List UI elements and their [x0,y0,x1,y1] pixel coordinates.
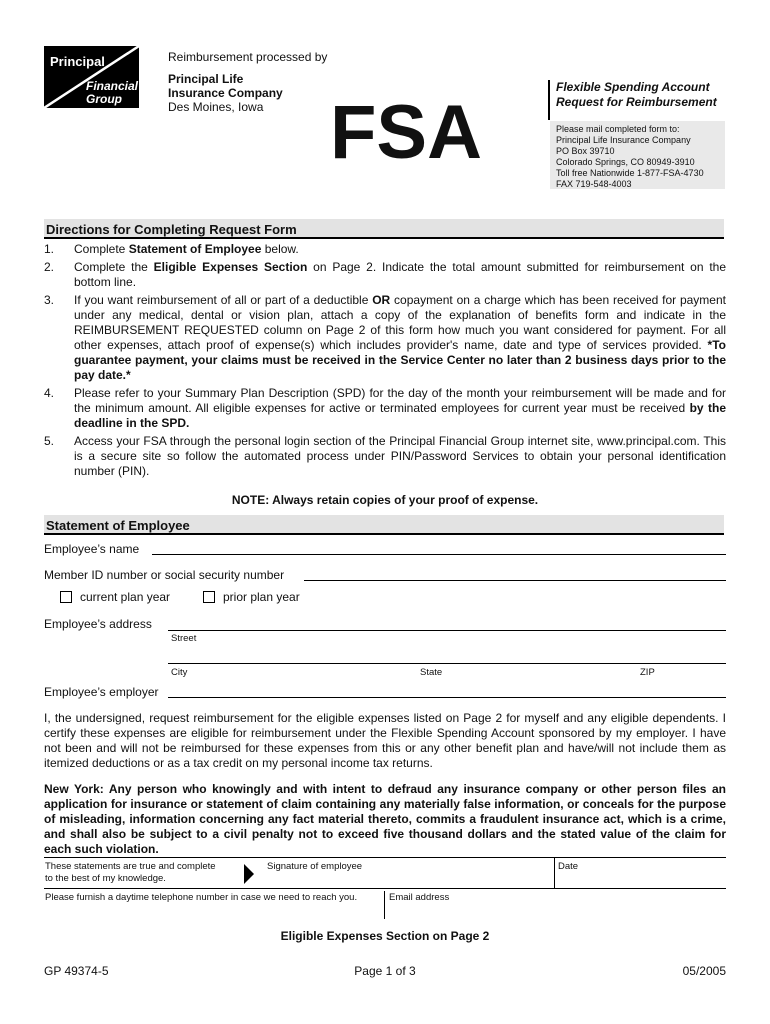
zip-label: ZIP [640,667,655,678]
signature-field[interactable] [262,858,554,889]
certification-paragraph: I, the undersigned, request reimbursement for the eligible expenses listed on Page 2 for myself and any eligible dependents. I certify these expenses are eligible for reimbursement under the Flexible Spending Account sponsored by my employer. I have not been and will not be reimbursed for these expenses from this or any other benefit plan and have/will not include them as itemized deductions or as a tax credit on my personal income tax returns. [44,711,726,770]
employee-name-field[interactable] [152,541,726,555]
directions-heading: Directions for Completing Request Form [44,219,724,239]
retain-copies-note: NOTE: Always retain copies of your proof of expense. [231,493,539,507]
fsa-big-title: FSA [330,90,482,175]
logo-financial-group-text: Financial Group [86,79,139,106]
direction-item-2: 2. Complete the Eligible Expenses Section on Page 2. Indicate the total amount submitted for reimbursement on the bottom line. [44,260,726,289]
employee-address-label: Employee’s address [44,617,152,631]
arrow-icon [244,864,254,884]
email-label: Email address [389,892,450,903]
signature-row-bottom [44,888,262,889]
prior-plan-year-option[interactable]: prior plan year [203,590,300,604]
city-state-zip-field[interactable] [168,650,726,664]
employee-employer-label: Employee’s employer [44,685,159,699]
mail-address-box: Please mail completed form to: Principal Life Insurance Company PO Box 39710 Colorado Springs, CO 80949-3910 Toll free Nationwide 1-877-FSA-4730 FAX 719-548-4003 [550,121,725,189]
city-label: City [171,667,188,678]
logo-principal-text: Principal [50,54,105,69]
direction-item-1: 1. Complete Statement of Employee below. [44,242,299,256]
phone-email-divider [384,891,385,919]
revision-date: 05/2005 [682,964,726,978]
eligible-expenses-note: Eligible Expenses Section on Page 2 [280,929,490,943]
signature-label: Signature of employee [267,861,363,872]
date-field[interactable] [555,858,726,889]
direction-item-5: 5. Access your FSA through the personal login section of the Principal Financial Group internet site, www.principal.com. This is a secure site so follow the automated process under PIN/Password Services to obtain your personal identification number (PIN). [44,434,726,478]
page-number: Page 1 of 3 [354,964,416,978]
street-field[interactable] [168,617,726,631]
street-label: Street [171,633,197,644]
new-york-fraud-warning: New York: Any person who knowingly and with intent to defraud any insurance company or other person files an application for insurance or statement of claim containing any materially false information, or conceals for the purpose of misleading, information concerning any fact material thereto, commits a fraudulent insurance act, which is a crime, and shall also be subject to a civil penalty not to exceed five thousand dollars and the stated value of the claim for each such violation. [44,782,726,856]
state-label: State [420,667,443,678]
direction-item-3: 3. If you want reimbursement of all or part of a deductible OR copayment on a charge which has been received for payment under any medical, dental or vision plan, attach a copy of the explanation of benefits form and indicate in the REIMBURSEMENT REQUESTED column on Page 2 of this form how much you want considered for payment. For all other expenses, attach proof of expense(s) which includes provider's name, date and type of services provided. *To guarantee payment, your claims must be received in the Service Center no later than 2 business days prior to the pay date.* [44,293,726,382]
member-id-label: Member ID number or social security number [44,568,285,582]
form-title: Flexible Spending Account Request for Reimbursement [548,80,717,120]
form-number: GP 49374-5 [44,964,109,978]
directions-list [44,242,726,482]
phone-field[interactable] [44,905,384,919]
direction-item-4: 4. Please refer to your Summary Plan Description (SPD) for the day of the month your reimbursement will be made and for the minimum amount. All eligible expenses for active or terminated employees for current year must be received by the deadline in the SPD. [44,386,726,430]
employer-field[interactable] [168,684,726,698]
company-address: Principal Life Insurance Company Des Moines, Iowa [168,72,283,114]
member-id-field[interactable] [304,567,726,581]
prior-plan-year-checkbox[interactable] [203,591,215,603]
current-plan-year-option[interactable]: current plan year [60,590,170,604]
processed-by-label: Reimbursement processed by [168,50,328,64]
current-plan-year-checkbox[interactable] [60,591,72,603]
email-field[interactable] [386,905,726,919]
true-complete-statement: These statements are true and complete to the best of my knowledge. [45,861,216,884]
date-label: Date [558,861,579,872]
employee-name-label: Employee’s name [44,542,140,556]
phone-label: Please furnish a daytime telephone number in case we need to reach you. [45,892,358,903]
statement-heading: Statement of Employee [44,515,724,535]
